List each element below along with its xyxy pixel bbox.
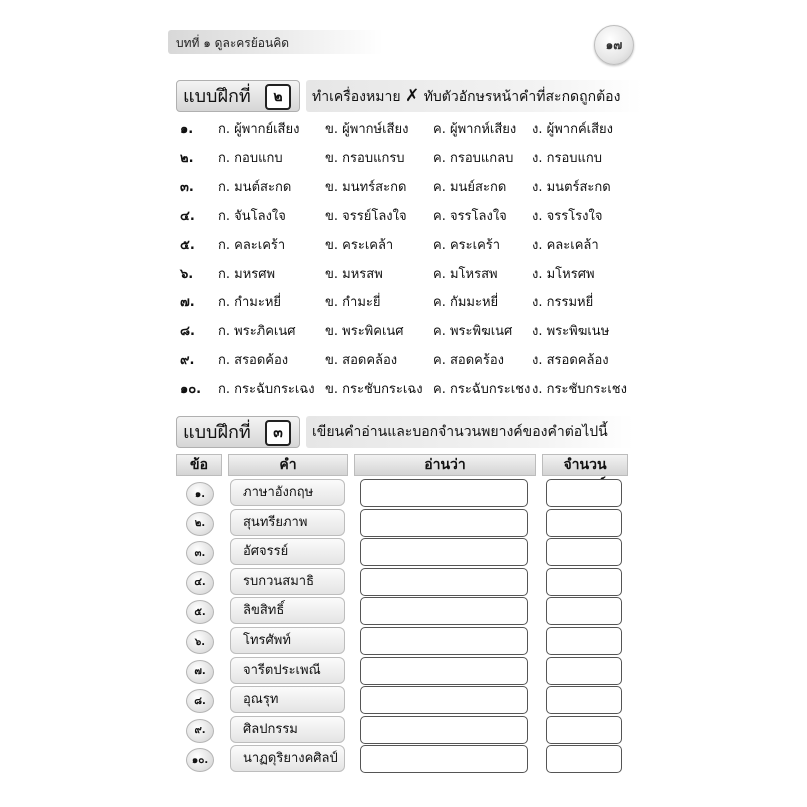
item-number-badge: ๑. (186, 482, 214, 506)
choice-d[interactable]: ง. ผู้พากค์เสียง (532, 122, 614, 137)
syllable-count-field[interactable] (546, 745, 622, 773)
choice-c[interactable]: ค. กรอบแกลบ (433, 150, 514, 166)
choice-d[interactable]: ง. มนตร์สะกด (532, 179, 611, 195)
choice-a[interactable]: ก. คละเคร้า (218, 237, 286, 253)
choice-b[interactable]: ข. จรรย์โลงใจ (325, 208, 407, 224)
choice-b[interactable]: ข. สอดคล้อง (325, 353, 398, 369)
choice-c[interactable]: ค. มนย์สะกด (433, 179, 507, 195)
choice-b[interactable]: ข. กำมะยี่ (325, 295, 381, 311)
table-row (180, 537, 640, 567)
word-cell: สุนทรียภาพ (230, 509, 345, 536)
question-row (180, 378, 640, 400)
question-number: ๖. (180, 266, 194, 282)
syllable-count-field[interactable] (546, 509, 622, 537)
choice-a[interactable]: ก. กำมะหยี่ (218, 295, 282, 311)
instruction-post: ทับตัวอักษรหน้าคำที่สะกดถูกต้อง (423, 89, 621, 105)
choice-d[interactable]: ง. สรอดคล้อง (532, 353, 609, 369)
exercise-3-label: แบบฝึกที่ (183, 422, 251, 443)
question-number: ๘. (180, 324, 195, 340)
word-cell: โทรศัพท์ (230, 627, 345, 654)
question-row (180, 118, 640, 140)
reading-answer-field[interactable] (360, 627, 528, 655)
header-reading: อ่านว่า (354, 454, 536, 476)
question-number: ๙. (180, 353, 195, 369)
choice-a[interactable]: ก. มหรศพ (218, 266, 276, 282)
choice-c[interactable]: ค. คระเคร้า (433, 237, 501, 253)
item-number-badge: ๒. (186, 512, 214, 536)
question-row (180, 349, 640, 371)
choice-c[interactable]: ค. กระฉับกระเชง (433, 382, 531, 398)
syllable-count-field[interactable] (546, 597, 622, 625)
choice-d[interactable]: ง. กรรมหยี่ (532, 295, 594, 311)
word-cell: อุณรุท (230, 686, 345, 713)
exercise-3-instruction: เขียนคำอ่านและบอกจำนวนพยางค์ของคำต่อไปนี้ (306, 416, 634, 448)
syllable-count-field[interactable] (546, 538, 622, 566)
choice-a[interactable]: ก. กอบแกบ (218, 150, 283, 166)
table-row (180, 656, 640, 686)
choice-d[interactable]: ง. กระชับกระเชง (532, 382, 627, 398)
exercise-3-number: ๓ (265, 420, 291, 446)
word-cell: ภาษาอังกฤษ (230, 479, 345, 506)
item-number-badge: ๔. (186, 571, 214, 595)
x-mark-icon: ✗ (404, 86, 420, 106)
exercise-2-banner (176, 80, 636, 114)
instruction-pre: ทำเครื่องหมาย (312, 89, 401, 105)
table-row (180, 596, 640, 626)
table-row (180, 508, 640, 538)
choice-b[interactable]: ข. พระพิคเนศ (325, 324, 404, 340)
question-number: ๔. (180, 208, 195, 224)
table-row (180, 685, 640, 715)
header-item: ข้อ (176, 454, 222, 476)
table-row (180, 478, 640, 508)
reading-answer-field[interactable] (360, 745, 528, 773)
syllable-count-field[interactable] (546, 716, 622, 744)
reading-answer-field[interactable] (360, 597, 528, 625)
syllable-count-field[interactable] (546, 479, 622, 507)
exercise-3-banner (176, 416, 636, 450)
choice-d[interactable]: ง. มโหรศพ (532, 266, 595, 282)
word-cell: จารีตประเพณี (230, 657, 345, 684)
question-number: ๕. (180, 237, 195, 253)
word-cell: ศิลปกรรม (230, 716, 345, 743)
choice-b[interactable]: ข. คระเคล้า (325, 237, 394, 253)
table-row (180, 626, 640, 656)
table-row (180, 567, 640, 597)
chapter-header-bar (168, 30, 383, 54)
word-cell: ลิขสิทธิ์ (230, 597, 345, 624)
choice-a[interactable]: ก. มนต์สะกด (218, 179, 292, 195)
item-number-badge: ๖. (186, 630, 214, 654)
reading-answer-field[interactable] (360, 479, 528, 507)
exercise-3-label-box (176, 416, 300, 448)
header-syllables: จำนวน (542, 454, 628, 476)
item-number-badge: ๑๐. (186, 748, 214, 772)
choice-c[interactable]: ค. กัมมะหยี่ (433, 295, 499, 311)
word-cell: อัศจรรย์ (230, 538, 345, 565)
choice-c[interactable]: ค. พระพิฆเนศ (433, 324, 513, 340)
question-row (180, 291, 640, 313)
question-number: ๗. (180, 295, 195, 311)
choice-b[interactable]: ข. มหรสพ (325, 266, 383, 282)
question-row (180, 147, 640, 169)
question-row (180, 263, 640, 285)
table-row (180, 715, 640, 745)
question-number: ๑. (180, 122, 194, 137)
page-number: ๑๗ (594, 25, 634, 65)
question-row (180, 234, 640, 256)
choice-d[interactable]: ง. คละเคล้า (532, 237, 599, 253)
exercise-2-label: แบบฝึกที่ (183, 86, 251, 107)
choice-b[interactable]: ข. มนทร์สะกด (325, 179, 407, 195)
reading-answer-field[interactable] (360, 568, 528, 596)
choice-c[interactable]: ค. จรรโลงใจ (433, 208, 507, 224)
item-number-badge: ๙. (186, 719, 214, 743)
item-number-badge: ๗. (186, 660, 214, 684)
question-number: ๒. (180, 150, 194, 166)
exercise-2-instruction (306, 80, 642, 112)
reading-answer-field[interactable] (360, 509, 528, 537)
choice-d[interactable]: ง. กรอบแกบ (532, 150, 603, 166)
reading-answer-field[interactable] (360, 538, 528, 566)
reading-answer-field[interactable] (360, 657, 528, 685)
choice-a[interactable]: ก. จันโลงใจ (218, 208, 286, 224)
reading-answer-field[interactable] (360, 686, 528, 714)
exercise-2-number: ๒ (265, 84, 291, 110)
choice-c[interactable]: ค. ผู้พากห์เสียง (433, 122, 517, 137)
choice-a[interactable]: ก. สรอดค้อง (218, 353, 289, 369)
choice-c[interactable]: ค. สอดคร้อง (433, 353, 504, 369)
choice-c[interactable]: ค. มโหรสพ (433, 266, 498, 282)
question-row (180, 320, 640, 342)
item-number-badge: ๘. (186, 689, 214, 713)
question-row (180, 176, 640, 198)
syllable-count-field[interactable] (546, 627, 622, 655)
choice-a[interactable]: ก. ผู้พากย์เสียง (218, 122, 300, 137)
reading-answer-field[interactable] (360, 716, 528, 744)
choice-a[interactable]: ก. กระฉับกระเฉง (218, 382, 315, 398)
choice-d[interactable]: ง. จรรโรงใจ (532, 208, 603, 224)
question-number: ๓. (180, 179, 194, 195)
syllable-count-field[interactable] (546, 657, 622, 685)
choice-b[interactable]: ข. ผู้พากษ์เสียง (325, 122, 409, 137)
item-number-badge: ๕. (186, 600, 214, 624)
syllable-count-field[interactable] (546, 568, 622, 596)
header-word: คำ (228, 454, 348, 476)
word-cell: รบกวนสมาธิ (230, 568, 345, 595)
syllable-count-field[interactable] (546, 686, 622, 714)
exercise-2-label-box (176, 80, 300, 112)
word-cell: นาฏดุริยางคศิลป์ (230, 745, 345, 772)
choice-b[interactable]: ข. กรอบแกรบ (325, 150, 405, 166)
chapter-title: บทที่ ๑ ดูละครย้อนคิด (176, 36, 290, 50)
choice-b[interactable]: ข. กระชับกระเฉง (325, 382, 423, 398)
table-row (180, 744, 640, 774)
choice-d[interactable]: ง. พระพิฆเนษ (532, 324, 610, 340)
question-row (180, 205, 640, 227)
question-number: ๑๐. (180, 382, 202, 398)
choice-a[interactable]: ก. พระภิคเนศ (218, 324, 296, 340)
item-number-badge: ๓. (186, 541, 214, 565)
